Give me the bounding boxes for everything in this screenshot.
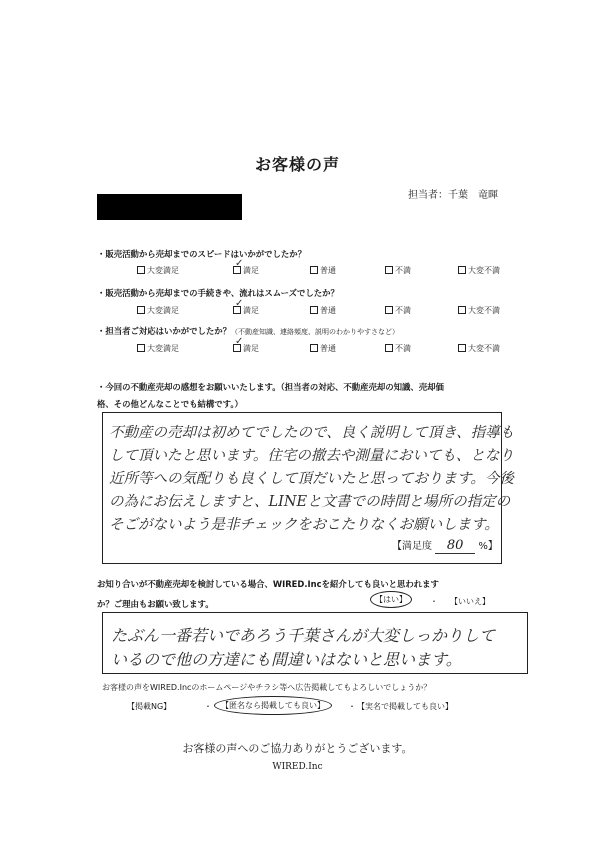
publish-ng-option[interactable]: 【掲載NG】 — [127, 702, 172, 711]
option-label: 普通 — [320, 344, 336, 353]
option-label: 大変満足 — [147, 344, 179, 353]
option-label: 満足 — [243, 306, 259, 315]
checkbox-icon — [458, 266, 466, 274]
satisfaction-unit: %】 — [478, 541, 498, 552]
staff-name: 担当者：千葉 竜暉 — [408, 190, 498, 201]
handwritten-line: して頂いたと思います。住宅の撤去や測量においても、となり — [109, 448, 514, 464]
question-text: ・担当者ご対応はいかがでしたか？ — [97, 326, 231, 336]
checkbox-icon — [137, 306, 145, 314]
handwritten-line: たぶん一番若いであろう千葉さんが大変しっかりして — [111, 626, 496, 645]
checkbox-icon — [137, 344, 145, 352]
option-dissatisfied-q1[interactable] — [385, 265, 411, 276]
option-very-satisfied-q1[interactable] — [137, 265, 179, 276]
question-text: ・販売活動から売却までのスピードはいかがでしたか？ — [97, 249, 307, 259]
question-process — [97, 287, 339, 299]
page-title: お客様の声 — [254, 155, 340, 174]
checkbox-icon — [458, 306, 466, 314]
option-label: 満足 — [243, 266, 259, 275]
checkbox-icon — [137, 266, 145, 274]
checkbox-icon — [458, 344, 466, 352]
checkbox-icon — [385, 306, 393, 314]
satisfaction-label: 【満足度 — [392, 541, 432, 552]
option-label: 不満 — [395, 344, 411, 353]
option-label: 普通 — [320, 306, 336, 315]
referral-prompt-line1: お知り合いが不動産売却を検討している場合、WIRED.Incを紹介しても良いと思われます — [97, 579, 439, 589]
option-very-dissatisfied-q1[interactable] — [458, 265, 500, 276]
question-text: ・販売活動から売却までの手続きや、流れはスムーズでしたか？ — [97, 288, 339, 298]
checkbox-icon — [385, 344, 393, 352]
handwritten-line: の為にお伝えしますと、LINEと文書での時間と場所の指定の — [109, 494, 511, 510]
option-label: 大変不満 — [468, 306, 500, 315]
check-mark-icon: ✓ — [235, 336, 244, 347]
question-note: （不動産知識、連絡頻度、説明のわかりやすさなど） — [231, 328, 399, 336]
check-mark-icon: ✓ — [235, 298, 244, 309]
question-speed — [97, 248, 306, 260]
option-label: 大変満足 — [147, 306, 179, 315]
company-name: WIRED.Inc — [272, 762, 323, 772]
publish-prompt: お客様の声をWIRED.Incのホームページやチラシ等へ広告掲載してもよろしいでしょうか？ — [102, 683, 432, 692]
thanks-message: お客様の声へのご協力ありがとうございます。 — [182, 742, 413, 755]
publish-real-name-option[interactable]: 【実名で掲載しても良い】 — [357, 702, 453, 711]
option-separator: ・ — [204, 702, 212, 711]
referral-yes-option[interactable]: 【はい】 — [370, 591, 412, 608]
referral-comment-box[interactable] — [102, 612, 528, 674]
question-staff-service — [97, 325, 399, 337]
satisfaction-rating — [392, 537, 498, 554]
option-label: 大変不満 — [468, 266, 500, 275]
option-label: 満足 — [243, 344, 259, 353]
handwritten-line: 近所等への気配りも良くして頂だいたと思っております。今後 — [109, 471, 514, 487]
option-normal-q1[interactable] — [310, 265, 336, 276]
option-very-dissatisfied-q2[interactable] — [458, 305, 500, 316]
redacted-name-block — [97, 194, 242, 220]
option-label: 大変不満 — [468, 344, 500, 353]
option-very-satisfied-q2[interactable] — [137, 305, 179, 316]
option-very-dissatisfied-q3[interactable] — [458, 343, 500, 354]
option-label: 大変満足 — [147, 266, 179, 275]
option-normal-q3[interactable] — [310, 343, 336, 354]
option-label: 不満 — [395, 266, 411, 275]
option-label: 不満 — [395, 306, 411, 315]
referral-no-option[interactable]: 【いいえ】 — [450, 597, 490, 606]
publish-anonymous-option[interactable]: 【匿名なら掲載しても良い】 — [214, 696, 332, 715]
option-separator: ・ — [348, 702, 356, 711]
checkbox-icon — [310, 344, 318, 352]
checkbox-icon — [310, 306, 318, 314]
option-separator: ・ — [430, 597, 438, 606]
check-mark-icon: ✓ — [235, 258, 244, 269]
referral-prompt-line2: か？ご理由もお願い致します。 — [97, 599, 214, 609]
option-label: 普通 — [320, 266, 336, 275]
handwritten-line: いるので他の方達にも間違いはないと思います。 — [111, 650, 462, 669]
checkbox-icon — [385, 266, 393, 274]
option-dissatisfied-q2[interactable] — [385, 305, 411, 316]
handwritten-line: 不動産の売却は初めてでしたので、良く説明して頂き、指導も — [109, 425, 515, 441]
satisfaction-value[interactable]: 80 — [435, 538, 475, 554]
impression-prompt-line2: 格、その他どんなことでも結構です。） — [97, 399, 243, 409]
checkbox-icon — [310, 266, 318, 274]
option-normal-q2[interactable] — [310, 305, 336, 316]
option-very-satisfied-q3[interactable] — [137, 343, 179, 354]
impression-prompt-line1: ・今回の不動産売却の感想をお願いいたします。（担当者の対応、不動産売却の知識、売却価 — [97, 382, 444, 392]
handwritten-line: そごがないよう是非チェックをおこたりなくお願いします。 — [109, 517, 499, 533]
option-dissatisfied-q3[interactable] — [385, 343, 411, 354]
